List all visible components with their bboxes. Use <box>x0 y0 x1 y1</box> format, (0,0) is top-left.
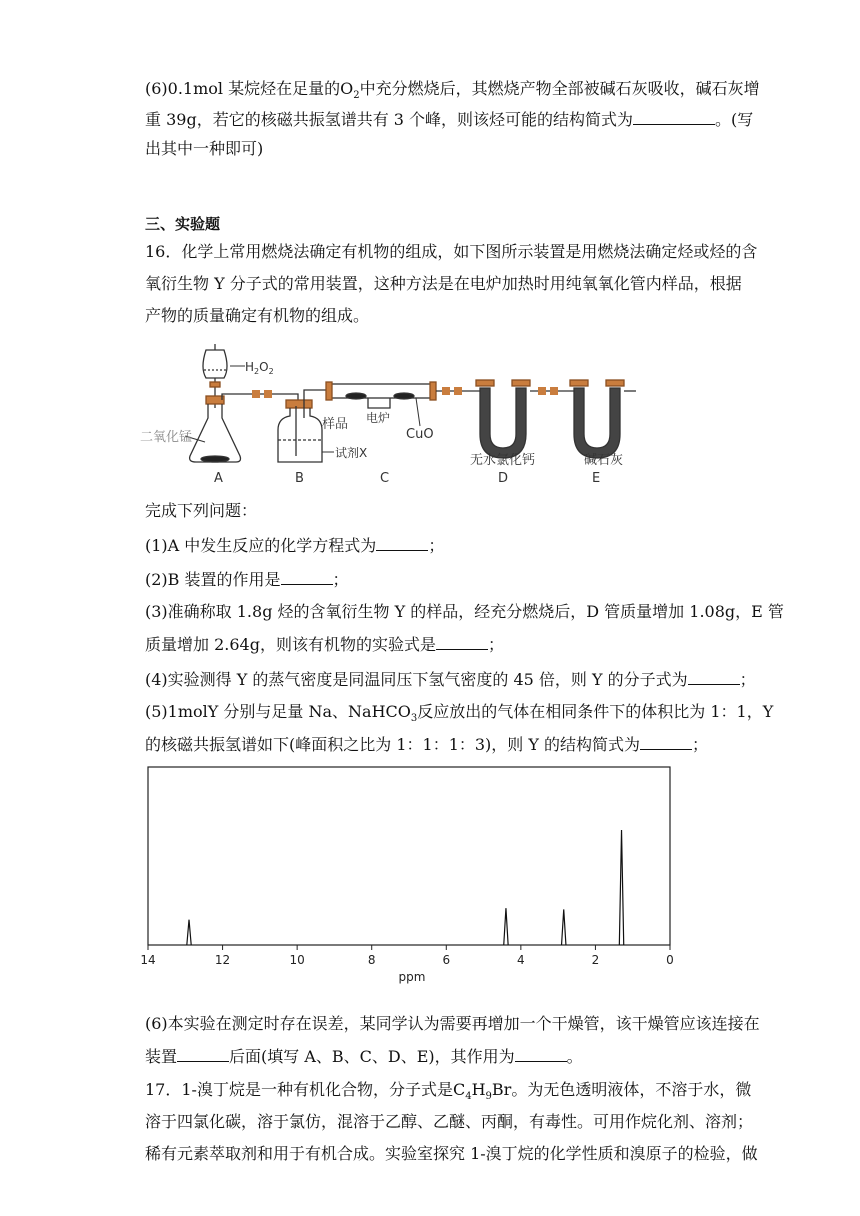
nmr-peak <box>504 908 508 945</box>
plot-frame <box>148 767 670 945</box>
answer-blank[interactable] <box>177 1045 229 1062</box>
u-tube-e <box>570 380 624 458</box>
answer-blank[interactable] <box>281 568 333 585</box>
nmr-peak <box>619 830 623 945</box>
q17-line-1: 17．1-溴丁烷是一种有机化合物，分子式是$C_4H_9Br$。为无色透明液体，不溶于水，微 <box>145 1080 752 1103</box>
label-a: A <box>214 471 223 486</box>
answer-blank[interactable] <box>640 733 692 750</box>
nmr-peak <box>187 920 191 945</box>
q16-prompt: 完成下列问题： <box>145 501 258 520</box>
x-tick-label: 14 <box>140 953 156 967</box>
q16-p5-b: 的核磁共振氢谱如下(峰面积之比为 1：1：1：3)，则 Y 的结构简式为 ； <box>145 735 709 754</box>
cacl2-label: 无水氯化钙 <box>470 453 536 468</box>
apparatus-diagram <box>140 338 660 488</box>
q16-intro-2: 氧衍生物 Y 分子式的常用装置，这种方法是在电炉加热时用纯氧氧化管内样品，根据 <box>145 274 742 293</box>
answer-blank[interactable] <box>688 668 740 685</box>
soda-lime-label: 碱石灰 <box>584 453 624 468</box>
x-tick-label: 12 <box>214 953 231 967</box>
q16-p6-b: 装置 后面(填写 A、B、C、D、E)，其作用为 。 <box>145 1047 583 1066</box>
x-tick-label: 2 <box>591 953 600 967</box>
q17-line-2: 溶于四氯化碳，溶于氯仿，混溶于乙醇、乙醚、丙酮，有毒性。可用作烷化剂、溶剂； <box>145 1112 754 1131</box>
q16-p2: (2)B 装置的作用是 ； <box>145 570 349 589</box>
u-tube-d <box>476 380 530 458</box>
x-axis-label: ppm <box>398 970 426 984</box>
label-e: E <box>592 471 601 486</box>
reagent-x-label: 试剂X <box>335 446 368 460</box>
answer-blank[interactable] <box>436 633 488 650</box>
section-title: 三、实验题 <box>145 215 221 233</box>
q16-p4: (4)实验测得 Y 的蒸气密度是同温同压下氢气密度的 45 倍，则 Y 的分子式为 ； <box>145 670 756 689</box>
o2-formula: $O_2$ <box>340 79 360 102</box>
answer-blank[interactable] <box>515 1045 567 1062</box>
q16-intro-3: 产物的质量确定有机物的组成。 <box>145 306 370 325</box>
answer-blank[interactable] <box>633 108 715 125</box>
nmr-peak <box>562 909 566 945</box>
cuo-label: CuO <box>406 427 434 442</box>
furnace-label: 电炉 <box>366 411 391 425</box>
mno2-label: 二氧化锰 <box>140 430 193 445</box>
h2o2-label: $H_2O_2$ <box>245 360 274 376</box>
x-tick-label: 8 <box>367 953 376 967</box>
q17-line-3: 稀有元素萃取剂和用于有机合成。实验室探究 1-溴丁烷的化学性质和溴原子的检验，做 <box>145 1144 758 1163</box>
q15-6-line-3: 出其中一种即可) <box>145 139 264 158</box>
q16-p3-a: (3)准确称取 1.8g 烃的含氧衍生物 Y 的样品，经充分燃烧后，D 管质量增加 1.08g，E 管 <box>145 602 784 621</box>
q16-p5-a: (5)1molY 分别与足量 Na、NaHCO$_3$反应放出的气体在相同条件下的体积比为 1：1，Y <box>145 702 774 725</box>
q16-p3-b: 质量增加 2.64g，则该有机物的实验式是 ； <box>145 635 504 654</box>
x-tick-label: 0 <box>666 953 674 967</box>
q15-6-line-1: (6)0.1mol 某烷烃在足量的$O_2$中充分燃烧后，其燃烧产物全部被碱石灰吸收，碱石灰增 <box>145 79 760 102</box>
x-tick-label: 10 <box>289 953 305 967</box>
label-b: B <box>295 471 304 486</box>
c4h9br-formula: $C_4H_9Br$ <box>452 1080 512 1103</box>
q16-intro-1: 16．化学上常用燃烧法确定有机物的组成，如下图所示装置是用燃烧法确定烃或烃的含 <box>145 242 758 261</box>
sample-label: 样品 <box>322 417 349 432</box>
combustion-tube-c <box>326 382 436 408</box>
answer-blank[interactable] <box>376 534 428 551</box>
q16-p1: (1)A 中发生反应的化学方程式为 ； <box>145 536 445 555</box>
q16-p6-a: (6)本实验在测定时存在误差，某同学认为需要再增加一个干燥管，该干燥管应该连接在 <box>145 1014 760 1033</box>
x-tick-label: 4 <box>517 953 525 967</box>
label-d: D <box>498 471 509 486</box>
wash-bottle-b <box>278 400 322 462</box>
x-tick-label: 6 <box>442 953 451 967</box>
nmr-spectrum-chart <box>140 764 680 986</box>
q15-6-line-2: 重 39g，若它的核磁共振氢谱共有 3 个峰，则该烃可能的结构简式为 。(写 <box>145 110 754 129</box>
label-c: C <box>380 471 390 486</box>
